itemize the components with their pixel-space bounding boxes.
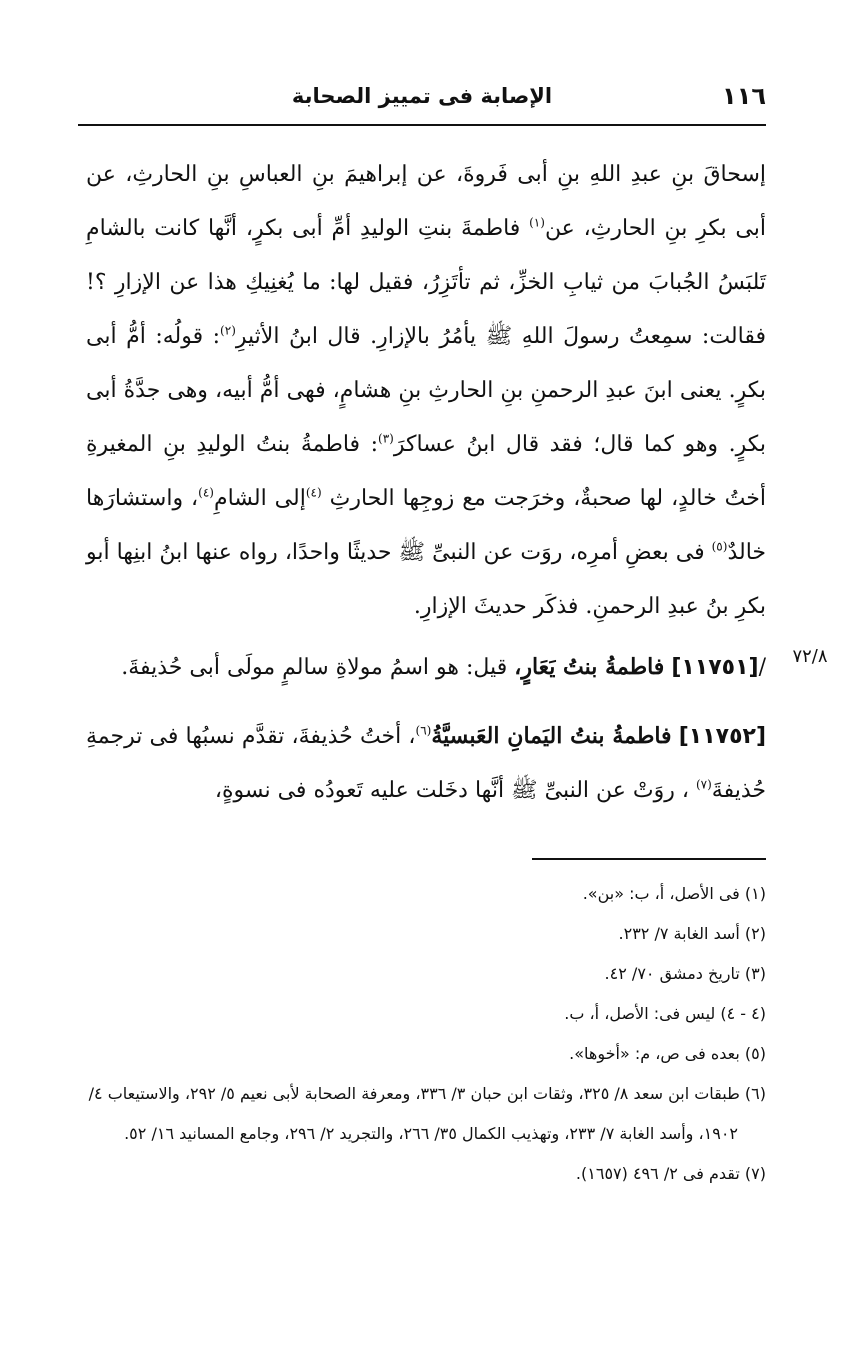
entry-text: ، أختُ حُذيفةَ، تقدَّم نسبُها فى ترجمةِ حُذيفةَ: [86, 724, 766, 803]
text-segment: إسحاقَ بنِ عبدِ اللهِ بنِ أبى فَروةَ، عن إبراهيمَ بنِ العباسِ بنِ الحارثِ، عن أبى بكرِ بنِ الحارثِ، عن: [86, 162, 766, 241]
footnote-marker-6: (٦): [415, 723, 432, 738]
footnote-marker-2: (٢): [220, 323, 236, 338]
footnote-divider: [532, 858, 766, 860]
footnote-marker-3: (٣): [378, 431, 394, 446]
header-divider: [78, 124, 766, 126]
running-title: الإصابة فى تمييز الصحابة: [291, 84, 553, 108]
entry-11751: [86, 640, 766, 695]
entry-name: فاطمةُ بنتُ اليَمانِ العَبسيَّةُ: [431, 723, 672, 749]
footnotes: [86, 874, 766, 1194]
footnote-1: (١) فى الأصل، أ، ب: «بن».: [582, 884, 766, 903]
footnote-marker-4-end: (٤): [198, 485, 214, 500]
paragraph-fatima-bint-al-walid: [86, 148, 766, 634]
footnote-5: (٥) بعده فى ص، م: «أخوها».: [569, 1044, 766, 1063]
page-break-marker: /: [758, 655, 766, 680]
entry-name: فاطمةُ بنتُ يَعَارٍ،: [514, 654, 665, 680]
entry-text: ، روَتْ عن النبىِّ ﷺ أنَّها دخَلت عليه تَعودُه فى نسوةٍ،: [214, 778, 689, 803]
text-segment: فى بعضِ أمرِه، روَت عن النبىِّ ﷺ حديثًا واحدًا، رواه عنها ابنُ ابنِها أبو بكرِ بنُ عبدِ الرحمنِ. فذكَر حديثَ الإزارِ.: [86, 540, 766, 619]
footnote-marker-7: (٧): [695, 777, 712, 792]
footnote-marker-5: (٥): [711, 539, 728, 554]
text-segment: ، واستشارَها خالدٌ: [86, 486, 766, 565]
text-segment: : فاطمةُ بنتُ الوليدِ بنِ المغيرةِ أختُ خالدٍ، لها صحبةٌ، وخرَجت مع زوجِها الحارثِ: [86, 432, 766, 511]
text-segment: : قولُه: أمُّ أبى بكرٍ. يعنى ابنَ عبدِ الرحمنِ بنِ الحارثِ بنِ هشامٍ، فهى أمُّ أبيه، وهى جدَّةُ أبى بكرٍ. وهو كما قال؛ فقد قال ابنُ عساكرَ: [86, 324, 766, 457]
footnote-marker-4-start: (٤): [305, 485, 322, 500]
entry-11752: [86, 709, 766, 818]
text-segment: إلى الشامِ: [213, 486, 306, 511]
main-text: [86, 148, 766, 818]
entry-number: [١١٧٥١]: [671, 655, 759, 680]
entry-text: قيل: هو اسمُ مولاةِ سالمٍ مولَى أبى حُذيفةَ.: [121, 655, 508, 680]
footnote-3: (٣) تاريخ دمشق ٧٠/ ٤٢.: [604, 964, 766, 983]
margin-reference: ٧٢/٨: [792, 646, 828, 667]
page-number: ١١٦: [722, 82, 766, 110]
text-segment: فاطمةَ بنتِ الوليدِ أمِّ أبى بكرٍ، أنَّها كانت بالشامِ تَلبَسُ الجُبابَ من ثيابِ الخزِّ، ثم تأتَزِرُ، فقيل لها: ما يُغنِيكِ هذا عن الإزارِ ؟! فقالت: سمِعتُ رسولَ اللهِ ﷺ يأمُرُ بالإزارِ. قال ابنُ الأثيرِ: [86, 216, 766, 349]
page-header: [78, 82, 766, 118]
footnote-2: (٢) أسد الغابة ٧/ ٢٣٢.: [618, 924, 766, 943]
entry-number: [١١٧٥٢]: [678, 724, 766, 749]
footnote-marker-1: (١): [529, 215, 545, 230]
footnote-7: (٧) تقدم فى ٢/ ٤٩٦ (١٦٥٧).: [575, 1164, 766, 1183]
footnote-6: (٦) طبقات ابن سعد ٨/ ٣٢٥، وثقات ابن حبان ٣/ ٣٣٦، ومعرفة الصحابة لأبى نعيم ٥/ ٢٩٢، والاستيعاب ٤/ ١٩٠٢، وأسد الغابة ٧/ ٢٣٣، وتهذيب الكمال ٣٥/ ٢٦٦، والتجريد ٢/ ٢٩٦، وجامع المسانيد ١٦/ ٥٢.: [88, 1084, 766, 1143]
footnote-4: (٤ - ٤) ليس فى: الأصل، أ، ب.: [564, 1004, 766, 1023]
